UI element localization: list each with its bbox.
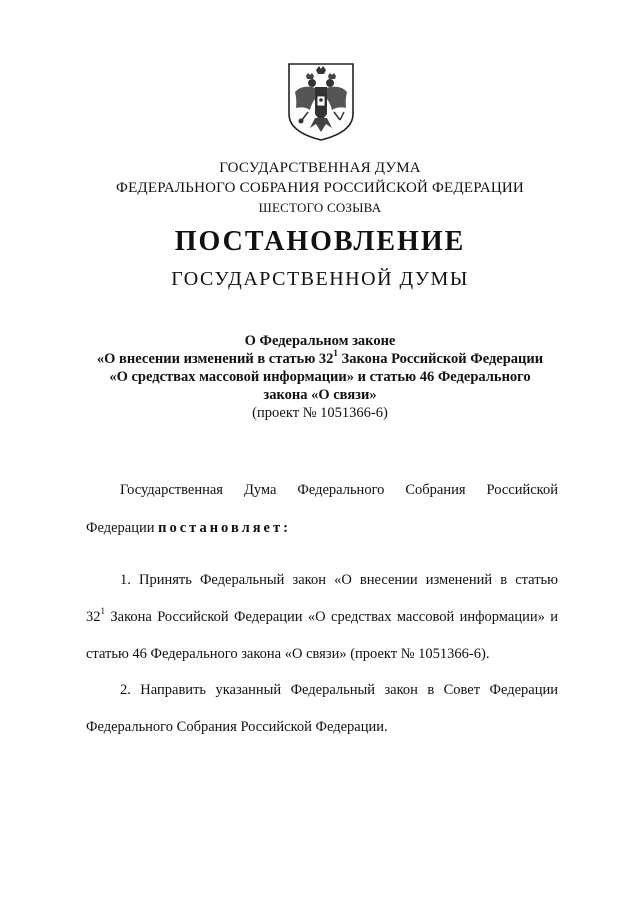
item-1-article-number: 32 (86, 609, 101, 625)
law-heading (60, 332, 580, 422)
law-heading-line-2-end: Закона Российской Федерации (337, 351, 544, 367)
item-1-line-2-end: Закона Российской Федерации «О средствах массовой информации» и (105, 609, 558, 625)
intro-line-2 (86, 518, 558, 538)
article-superscript: 1 (333, 348, 338, 359)
intro-paragraph (86, 480, 558, 538)
document-title: ПОСТАНОВЛЕНИЕ (174, 226, 466, 257)
russian-coat-of-arms-icon (286, 62, 356, 142)
item-1-paragraph (86, 570, 558, 664)
issuer-block (0, 158, 640, 218)
intro-line-2-start: Федерации (86, 520, 159, 536)
law-heading-line-3: «О средствах массовой информации» и статью 46 Федерального (109, 369, 531, 385)
item-1-line-3: статью 46 Федерального закона «О связи» (проект № 1051366-6). (86, 646, 490, 662)
law-heading-line-2 (60, 350, 580, 368)
law-heading-line-4: закона «О связи» (263, 387, 377, 403)
document-subtitle: ГОСУДАРСТВЕННОЙ ДУМЫ (171, 268, 469, 290)
item-2-line-2: Федерального Собрания Российской Федерации. (86, 719, 388, 735)
issuer-line-2: ФЕДЕРАЛЬНОГО СОБРАНИЯ РОССИЙСКОЙ ФЕДЕРАЦИИ (116, 180, 524, 196)
draft-number: (проект № 1051366-6) (252, 405, 388, 421)
item-1-line-2 (86, 607, 558, 627)
item-2-paragraph (86, 680, 558, 737)
issuer-line-1: ГОСУДАРСТВЕННАЯ ДУМА (219, 160, 421, 176)
item-1-superscript: 1 (100, 606, 105, 617)
issuer-line-3: ШЕСТОГО СОЗЫВА (258, 200, 382, 215)
intro-line-1: Государственная Дума Федерального Собрания Российской (120, 482, 558, 498)
law-heading-line-2-start: «О внесении изменений в статью 32 (96, 351, 334, 367)
item-1-line-1: 1. Принять Федеральный закон «О внесении изменений в статью (120, 572, 558, 588)
item-2-line-1: 2. Направить указанный Федеральный закон в Совет Федерации (120, 682, 558, 698)
law-heading-line-1: О Федеральном законе (244, 333, 396, 349)
resolves-word: постановляет: (158, 520, 291, 536)
